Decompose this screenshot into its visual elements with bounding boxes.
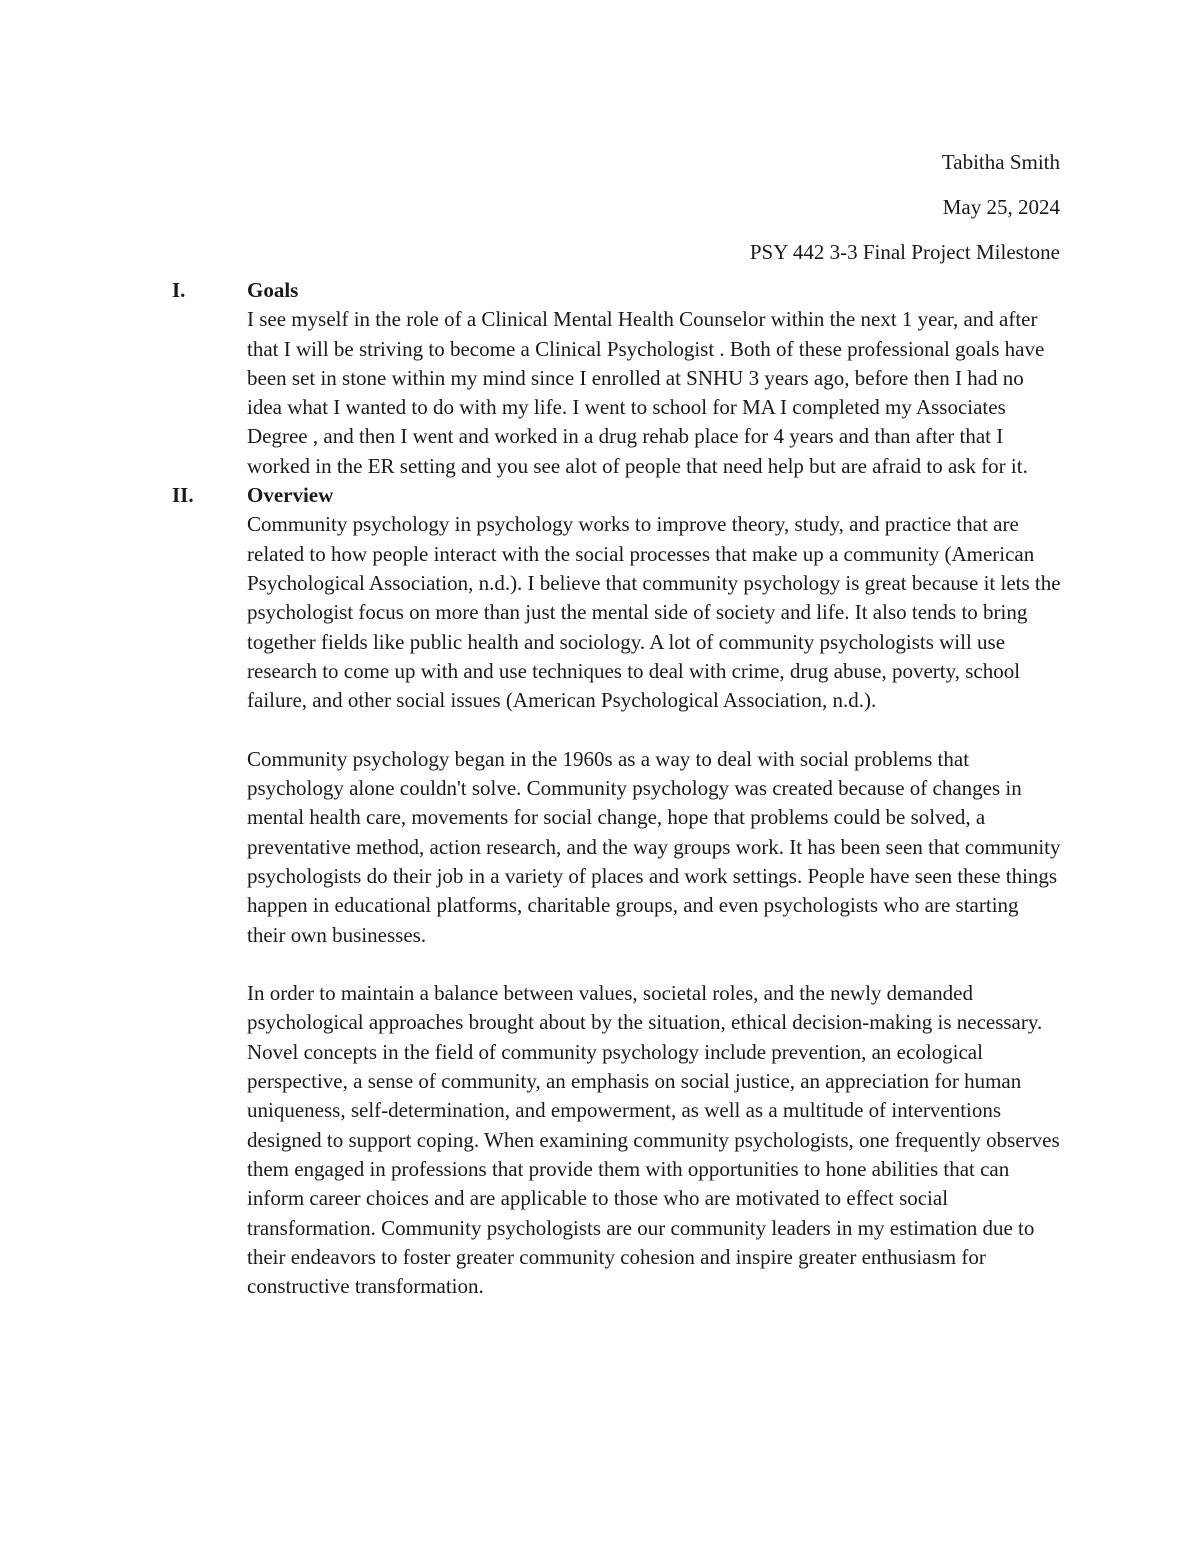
document-body — [172, 276, 1062, 1301]
section-heading: Goals — [247, 278, 299, 302]
section-numeral: I. — [172, 278, 186, 302]
course-title: PSY 442 3-3 Final Project Milestone — [749, 240, 1060, 264]
section-goals — [172, 276, 1062, 481]
paragraph: In order to maintain a balance between values, societal roles, and the newly demanded psychological approaches brought about by the situation, ethical decision-making is necessary. Novel concepts in the field of community psychology include prevention, an ecological perspective, a sense of community, an emphasis on social justice, an appreciation for human uniqueness, self-determination, and empowerment, as well as a multitude of interventions designed to support coping. When examining community psychologists, one frequently observes them engaged in professions that provide them with opportunities to hone abilities that can inform career choices and are applicable to those who are motivated to effect social transformation. Community psychologists are our community leaders in my estimation due to their endeavors to foster greater community cohesion and inspire greater enthusiasm for constructive transformation. — [247, 981, 1060, 1299]
paragraph: I see myself in the role of a Clinical Mental Health Counselor within the next 1 year, and after that I will be striving to become a Clinical Psychologist . Both of these professional goals have been set in stone within my mind since I enrolled at SNHU 3 years ago, before then I had no idea what I wanted to do with my life. I went to school for MA I completed my Associates Degree , and then I went and worked in a drug rehab place for 4 years and than after that I worked in the ER setting and you see alot of people that need help but are afraid to ask for it. — [247, 307, 1045, 478]
section-heading: Overview — [247, 483, 334, 508]
paragraph: Community psychology began in the 1960s as a way to deal with social problems that psychology alone couldn't solve. Community psychology was created because of changes in mental health care, movements for social change, hope that problems could be solved, a preventative method, action research, and the way groups work. It has been seen that community psychologists do their job in a variety of places and work settings. People have seen these things happen in educational platforms, charitable groups, and even psychologists who are starting their own businesses. — [247, 746, 1061, 947]
paragraph: Community psychology in psychology works to improve theory, study, and practice that are related to how people interact with the social processes that make up a community (American Psychological Association, n.d.). I believe that community psychology is great because it lets the psychologist focus on more than just the mental side of society and life. It also tends to bring together fields like public health and sociology. A lot of community psychologists will use research to come up with and use techniques to deal with crime, drug abuse, poverty, school failure, and other social issues (American Psychological Association, n.d.). — [247, 512, 1061, 713]
document-date: May 25, 2024 — [942, 195, 1060, 219]
document-header — [750, 140, 1060, 275]
section-numeral: II. — [172, 483, 194, 508]
section-overview — [172, 481, 1062, 1301]
author-name: Tabitha Smith — [941, 150, 1060, 174]
